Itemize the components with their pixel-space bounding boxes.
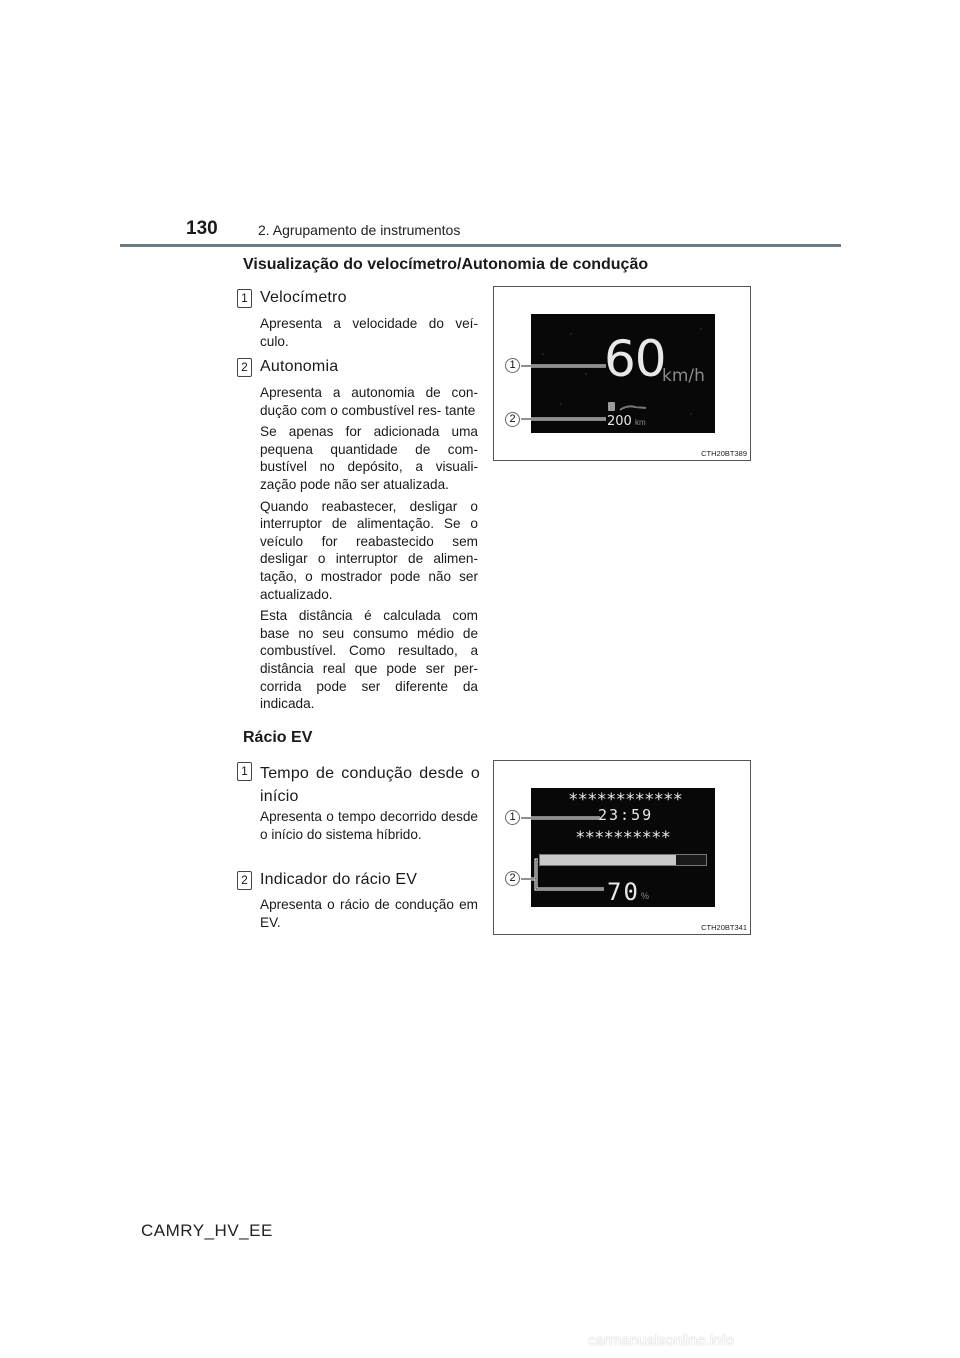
item-desc-range xyxy=(260,384,478,717)
chapter-title: 2. Agrupamento de instrumentos xyxy=(258,222,461,238)
section-title-ev-ratio: Rácio EV xyxy=(243,729,313,746)
time-value: 23:59 xyxy=(598,806,654,824)
ratio-unit: % xyxy=(641,891,650,901)
ratio-label: ********** xyxy=(576,828,671,848)
item-number-badge: 1 xyxy=(237,762,252,781)
item-desc-speedometer xyxy=(260,315,478,354)
figure-code: CTH20BT341 xyxy=(701,923,747,932)
item-title-drive-time: Tempo de condução desde o início xyxy=(260,765,480,805)
figure-speedometer xyxy=(493,286,751,461)
page-number: 130 xyxy=(186,218,218,239)
desc-paragraph: Se apenas for adicionada uma pequena quantidade de com- bustível no depósito, a visuali- zação pode não ser atualizada. xyxy=(260,424,478,492)
item-title-range: Autonomia xyxy=(260,358,339,375)
desc-paragraph: Apresenta o tempo decorrido desde o início do sistema híbrido. xyxy=(260,809,478,842)
range-unit: km xyxy=(635,418,646,427)
item-desc-drive-time xyxy=(260,808,478,847)
callout-2: 2 xyxy=(505,871,520,886)
time-label: ************ xyxy=(569,790,683,810)
desc-paragraph: Apresenta a autonomia de con- dução com o combustível res- tante xyxy=(260,385,478,418)
watermark: carmanualsonline.info xyxy=(588,1332,734,1349)
speed-unit: km/h xyxy=(662,366,705,386)
item-title-speedometer: Velocímetro xyxy=(260,289,347,306)
desc-paragraph: Quando reabastecer, desligar o interruptor de alimentação. Se o veículo for reabastecido sem desligar o interruptor de alimen- tação, o mostrador pode não ser actualizado. xyxy=(260,498,478,602)
callout-1: 1 xyxy=(505,810,520,825)
figure-code: CTH20BT389 xyxy=(701,449,747,458)
desc-paragraph: Apresenta o rácio de condução em EV. xyxy=(260,897,478,930)
figure-ev-ratio xyxy=(493,760,751,935)
item-desc-ev-indicator xyxy=(260,896,478,935)
footer-model-code: CAMRY_HV_EE xyxy=(141,1221,273,1240)
desc-paragraph: Esta distância é calculada com base no seu consumo médio de combustível. Como resultado, a distância real que pode ser per- corrida pode ser diferente da indicada. xyxy=(260,608,478,712)
desc-paragraph: Apresenta a velocidade do veí- culo. xyxy=(260,316,478,349)
item-number-badge: 1 xyxy=(237,289,252,308)
section-title-speedometer: Visualização do velocímetro/Autonomia de condução xyxy=(243,256,649,273)
header-rule xyxy=(120,244,841,247)
item-number-badge: 2 xyxy=(237,358,252,377)
item-title-ev-indicator: Indicador do rácio EV xyxy=(260,871,418,888)
speed-value: 60 xyxy=(604,330,666,388)
callout-lines xyxy=(494,287,750,460)
callout-2: 2 xyxy=(505,412,520,427)
ratio-value: 70 xyxy=(607,878,640,906)
callout-lines xyxy=(494,761,750,934)
callout-1: 1 xyxy=(505,358,520,373)
item-number-badge: 2 xyxy=(237,871,252,890)
range-value: 200 xyxy=(607,414,632,429)
